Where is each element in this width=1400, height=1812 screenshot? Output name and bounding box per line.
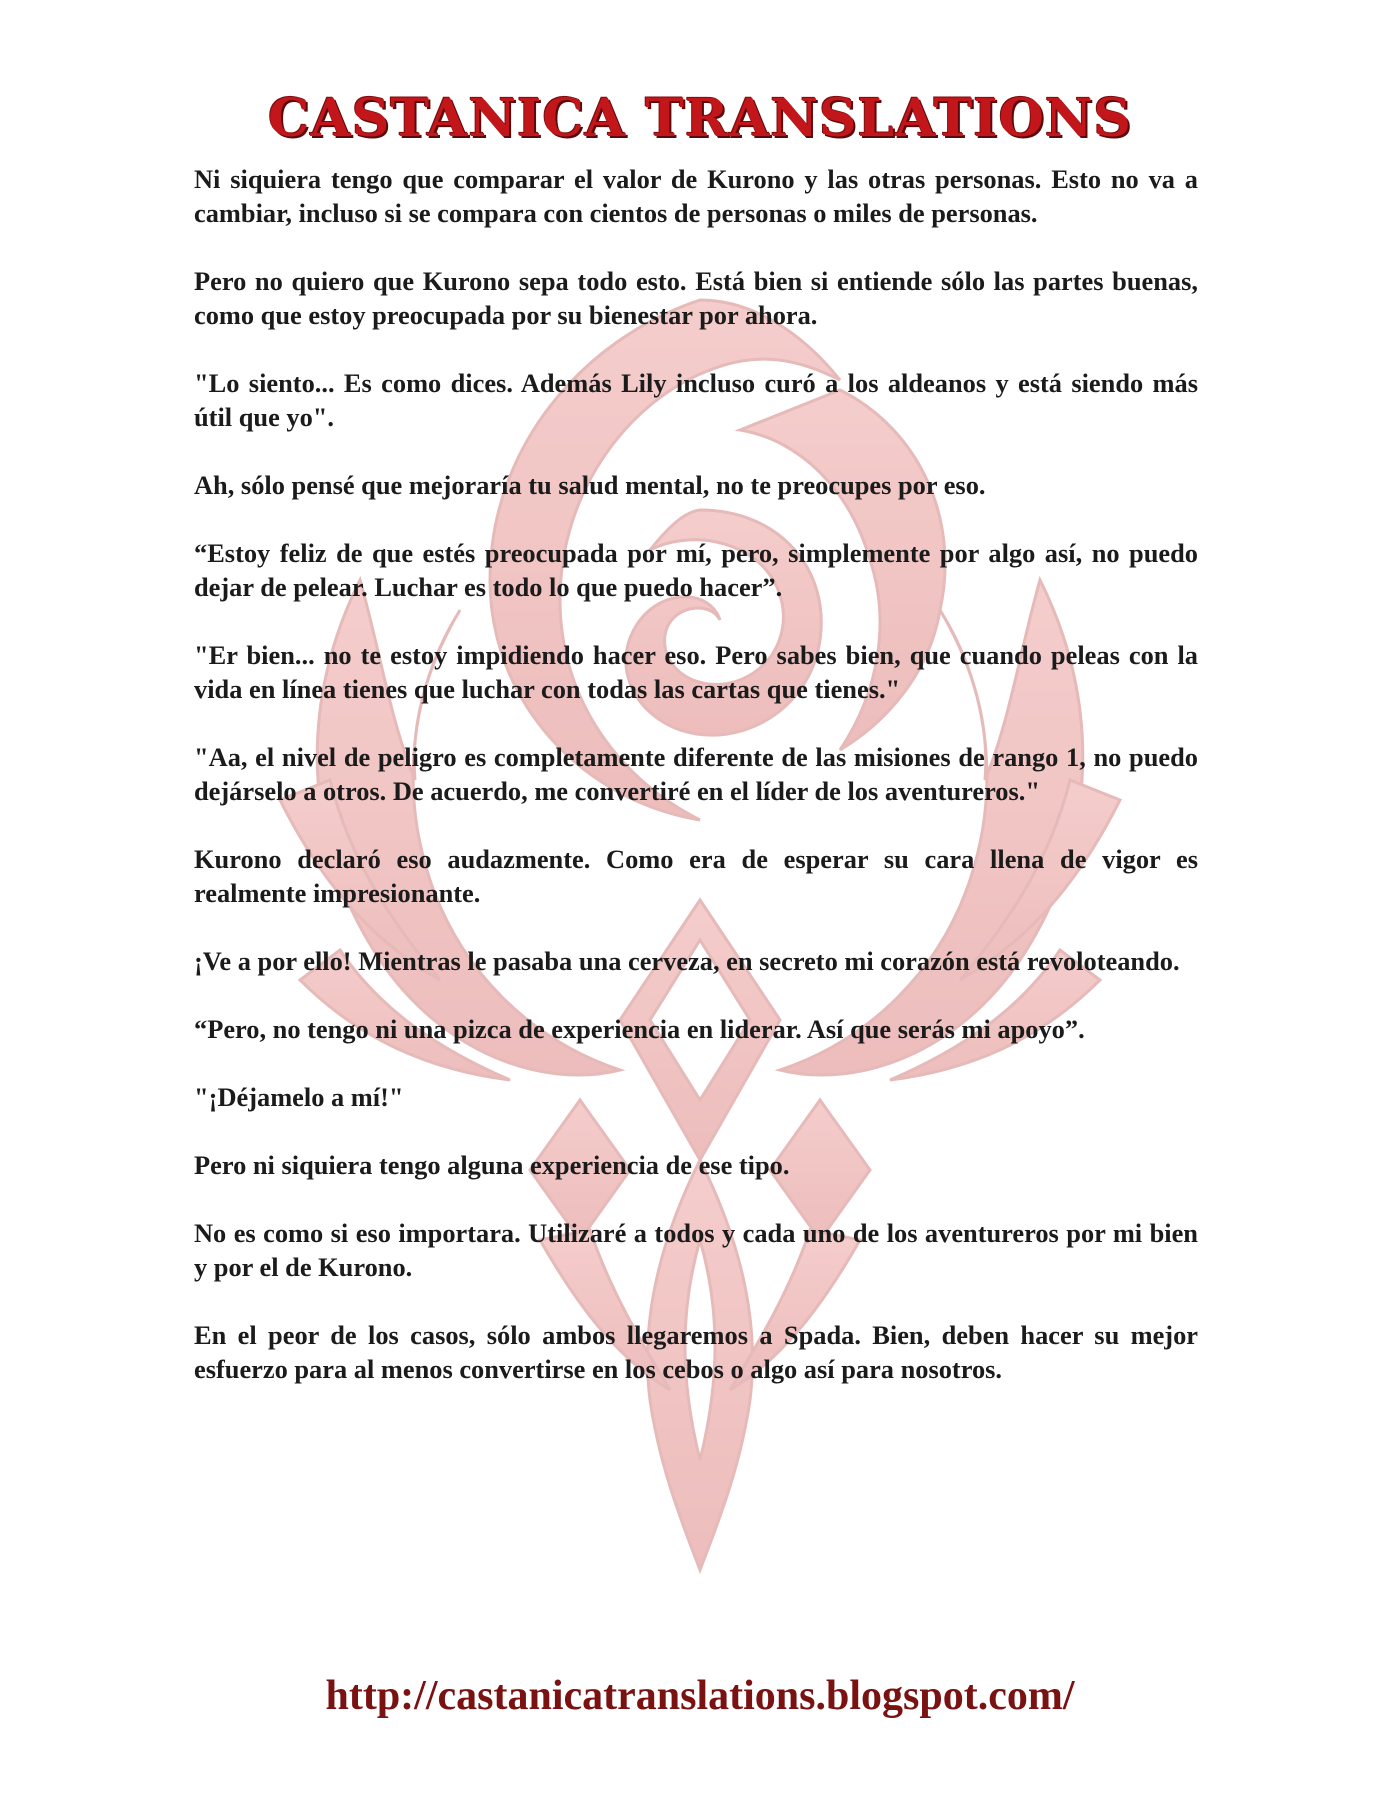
- paragraph: “Pero, no tengo ni una pizca de experiencia en liderar. Así que serás mi apoyo”.: [194, 1014, 1085, 1044]
- paragraph: "Lo siento... Es como dices. Además Lily incluso curó a los aldeanos y está siendo más útil que yo".: [194, 368, 1198, 432]
- paragraph: “Estoy feliz de que estés preocupada por mí, pero, simplemente por algo así, no puedo dejar de pelear. Luchar es todo lo que puedo hacer”.: [194, 538, 1198, 602]
- paragraph: "¡Déjamelo a mí!": [194, 1082, 404, 1112]
- paragraph: Pero no quiero que Kurono sepa todo esto. Está bien si entiende sólo las partes buenas, como que estoy preocupada por su bienestar por ahora.: [194, 266, 1198, 330]
- paragraph: Pero ni siquiera tengo alguna experiencia de ese tipo.: [194, 1150, 790, 1180]
- page-title: CASTANICA TRANSLATIONS: [268, 88, 1132, 149]
- paragraph: Kurono declaró eso audazmente. Como era de esperar su cara llena de vigor es realmente impresionante.: [194, 844, 1198, 908]
- paragraph: No es como si eso importara. Utilizaré a todos y cada uno de los aventureros por mi bien y por el de Kurono.: [194, 1218, 1198, 1282]
- document-body: [194, 162, 1198, 1420]
- paragraph: "Er bien... no te estoy impidiendo hacer eso. Pero sabes bien, que cuando peleas con la vida en línea tienes que luchar con todas las cartas que tienes.": [194, 640, 1198, 704]
- paragraph: Ah, sólo pensé que mejoraría tu salud mental, no te preocupes por eso.: [194, 470, 986, 500]
- blog-link[interactable]: http://castanicatranslations.blogspot.com/: [325, 1673, 1075, 1719]
- paragraph: ¡Ve a por ello! Mientras le pasaba una cerveza, en secreto mi corazón está revoloteando.: [194, 946, 1180, 976]
- paragraph: "Aa, el nivel de peligro es completamente diferente de las misiones de rango 1, no puedo dejárselo a otros. De acuerdo, me convertiré en el líder de los aventureros.": [194, 742, 1198, 806]
- paragraph: En el peor de los casos, sólo ambos llegaremos a Spada. Bien, deben hacer su mejor esfuerzo para al menos convertirse en los cebos o algo así para nosotros.: [194, 1320, 1198, 1384]
- paragraph: Ni siquiera tengo que comparar el valor de Kurono y las otras personas. Esto no va a cambiar, incluso si se compara con cientos de personas o miles de personas.: [194, 164, 1198, 228]
